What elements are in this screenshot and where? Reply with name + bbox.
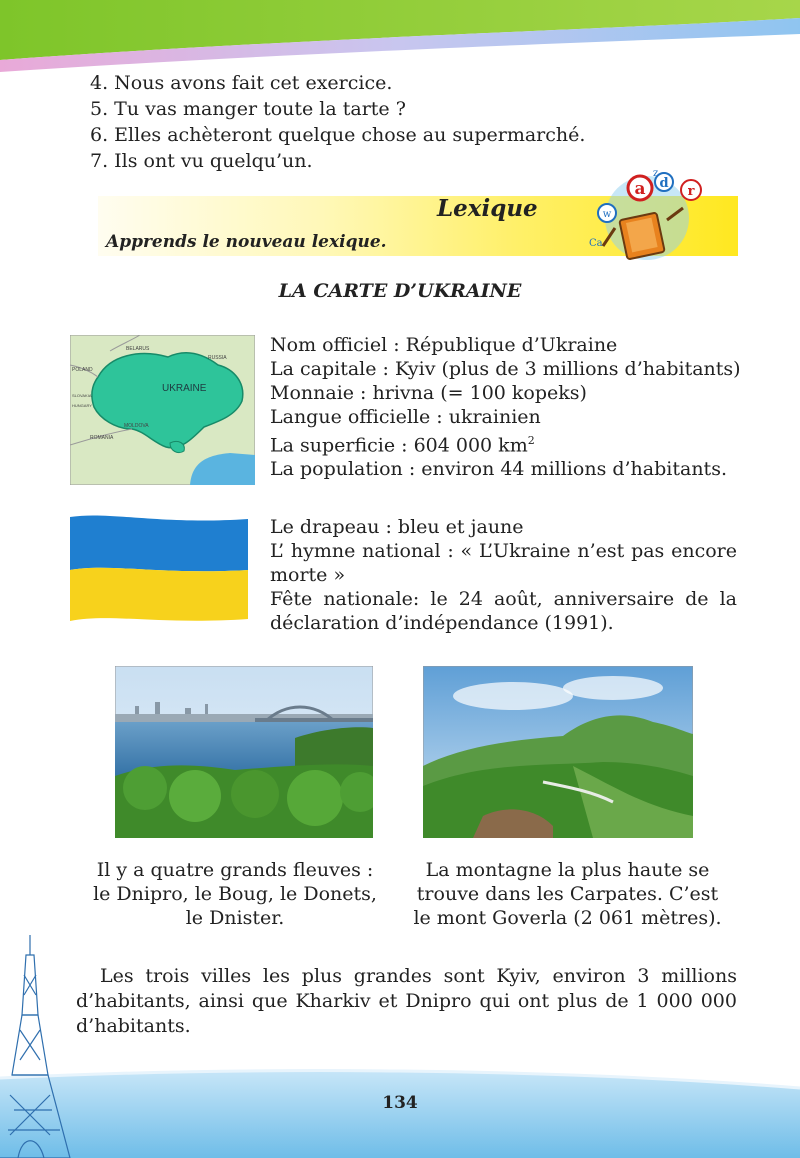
lexique-title: Lexique <box>437 195 538 222</box>
dnipro-river-photo <box>115 666 373 838</box>
fact-line: Langue officielle : ukrainien <box>270 406 541 428</box>
exercise-item: 4. Nous avons fait cet exercice. <box>90 72 393 94</box>
exercise-item: 5. Tu vas manger toute la tarte ? <box>90 98 406 120</box>
fact-line: Monnaie : hrivna (= 100 kopeks) <box>270 382 587 404</box>
mascot-letter: a <box>634 179 646 199</box>
header-decoration <box>0 0 800 75</box>
section-title: LA CARTE D’UKRAINE <box>278 280 522 302</box>
caption-line: Il y a quatre grands fleuves : <box>96 859 374 881</box>
map-label: RUSSIA <box>208 355 227 361</box>
superscript: 2 <box>527 434 535 447</box>
flag-fact-line: L’ hymne national : « L’Ukraine n’est pas encore <box>270 540 737 562</box>
caption-line: La montagne la plus haute se <box>425 859 710 881</box>
map-label: ROMANIA <box>90 435 114 441</box>
map-label: MOLDOVA <box>124 423 149 429</box>
flag-fact-line: Le drapeau : bleu et jaune <box>270 516 524 538</box>
exercise-item: 6. Elles achèteront quelque chose au supermarché. <box>90 124 586 146</box>
eiffel-tower-icon <box>0 935 100 1158</box>
exercise-item: 7. Ils ont vu quelqu’un. <box>90 150 313 172</box>
flag-fact-line: Fête nationale: le 24 août, anniversaire de la <box>270 588 737 610</box>
cities-paragraph <box>76 964 737 1039</box>
fact-line: La population : environ 44 millions d’habitants. <box>270 458 727 481</box>
caption-line: le Dnipro, le Boug, le Donets, <box>93 883 377 905</box>
ukraine-map-image <box>70 335 255 485</box>
flag-fact-line: morte » <box>270 564 346 586</box>
map-label: HUNGARY <box>72 403 92 408</box>
map-label: SLOVAKIA <box>72 393 92 398</box>
mascot-letter: d <box>659 176 669 191</box>
rivers-caption <box>80 858 390 930</box>
caption-line: trouve dans les Carpates. C’est <box>416 883 719 905</box>
book-mascot-icon <box>585 168 710 268</box>
country-facts <box>270 333 741 481</box>
mascot-letter: w <box>602 209 612 220</box>
ukraine-flag-image <box>70 515 248 625</box>
caption-line: le mont Goverla (2 061 mètres). <box>413 907 722 929</box>
page-number: 134 <box>382 1093 418 1113</box>
exercise-list <box>90 70 585 174</box>
mascot-letter: r <box>687 184 695 199</box>
flag-facts <box>270 515 737 635</box>
mountain-caption <box>405 858 730 930</box>
fact-line: Nom officiel : République d’Ukraine <box>270 334 618 356</box>
carpathians-photo <box>423 666 693 838</box>
map-label: POLAND <box>72 367 93 373</box>
fact-line <box>270 429 741 457</box>
superficie-text: La superficie : 604 000 km <box>270 434 528 457</box>
mascot-letter: Cа <box>589 238 603 249</box>
fact-line: La capitale : Kyiv (plus de 3 millions d’habitants) <box>270 358 741 380</box>
lexique-subtitle: Apprends le nouveau lexique. <box>106 232 387 252</box>
paragraph-text: Les trois villes les plus grandes sont Kyiv, environ 3 millions d’habitants, ainsi que Kharkiv et Dnipro qui ont plus de 1 000 000 d’habitants. <box>76 965 737 1037</box>
map-label: UKRAINE <box>162 383 207 394</box>
flag-fact-line: déclaration d’indépendance (1991). <box>270 612 614 634</box>
mascot-letter: z <box>653 168 659 179</box>
map-label: BELARUS <box>126 346 150 352</box>
caption-line: le Dnister. <box>185 907 285 929</box>
